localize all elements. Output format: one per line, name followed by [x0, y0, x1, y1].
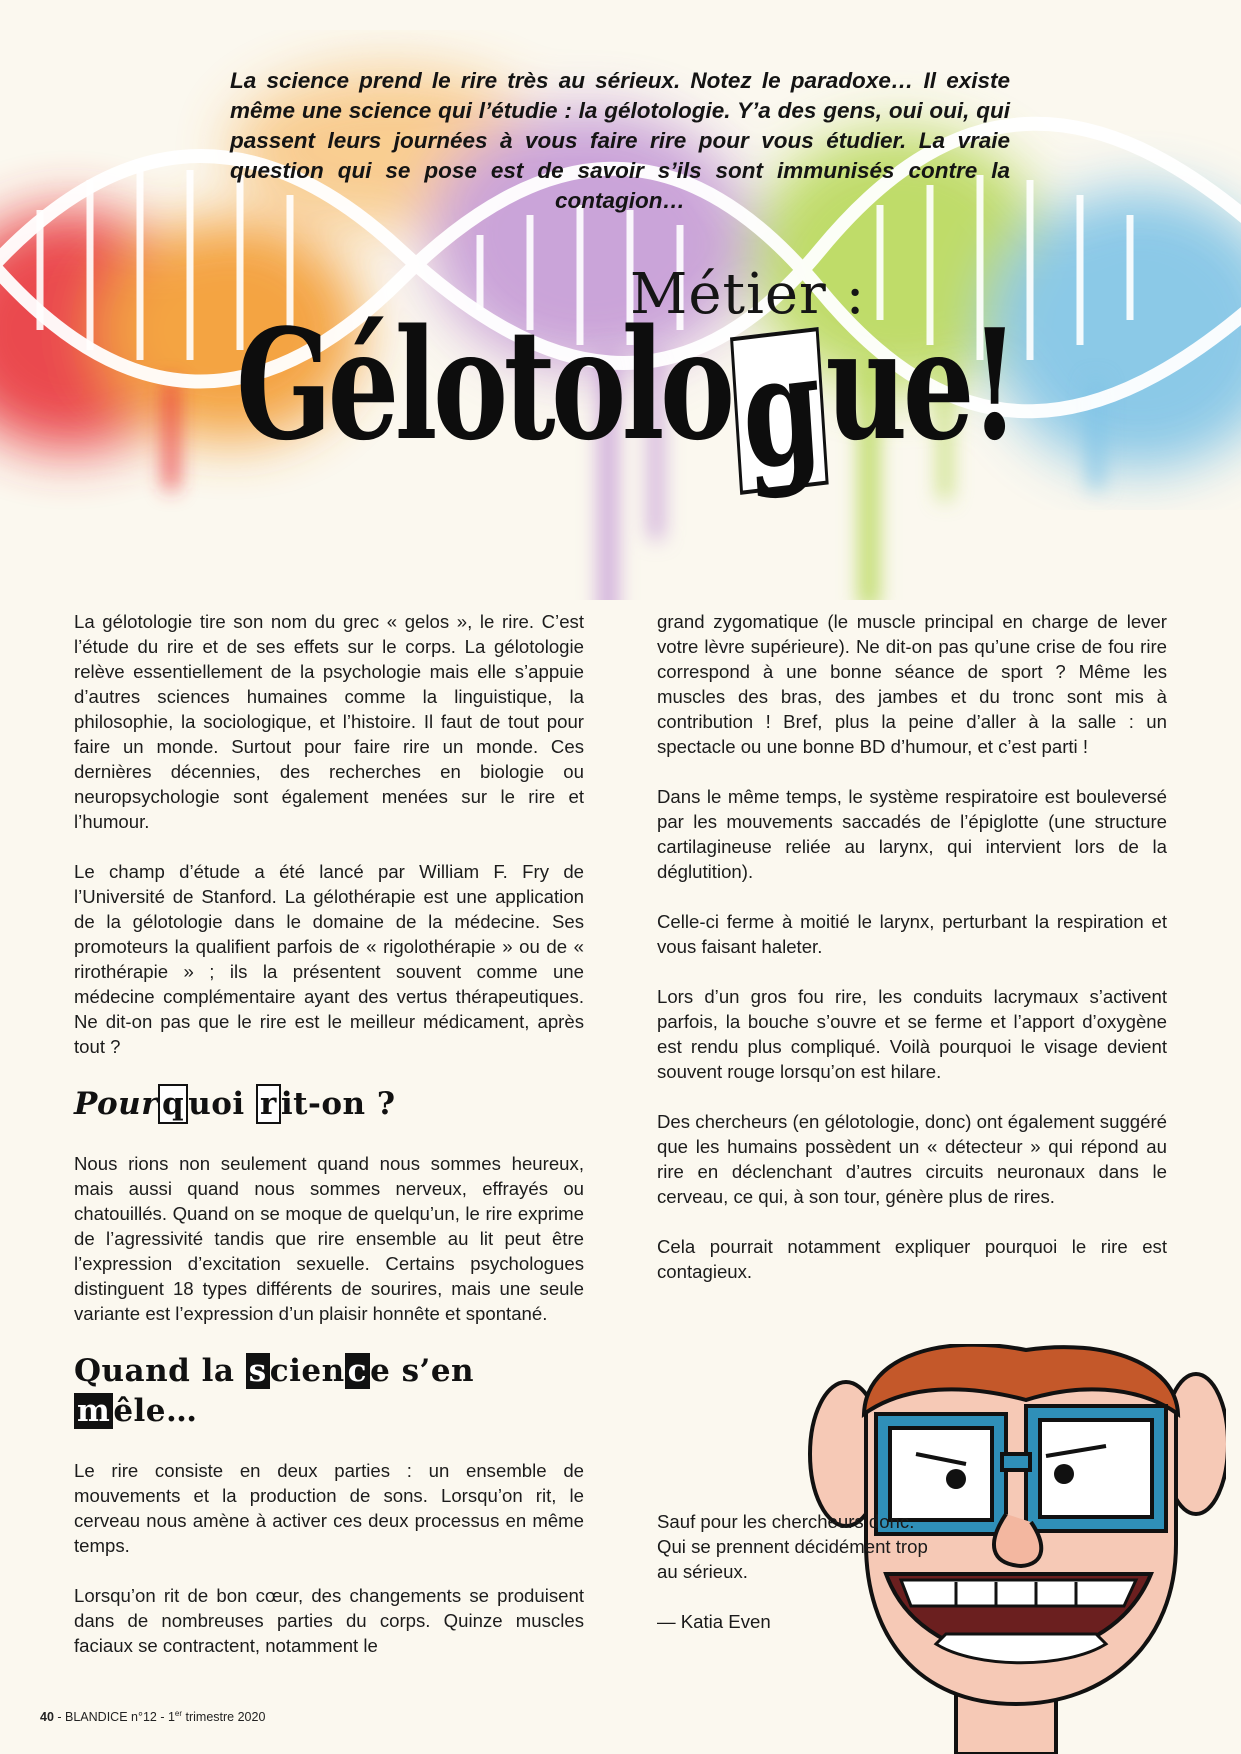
body-paragraph: Dans le même temps, le système respiratoire est bouleversé par les mouvements saccadés de l’épiglotte (une structure cartilagineuse reliée au larynx, qui intervient lors de la déglutition).	[657, 786, 1167, 882]
title-word-start: Gélotolo	[236, 295, 731, 474]
right-column	[657, 609, 1167, 1309]
ordinal-suffix: er	[174, 1709, 183, 1718]
body-paragraph: Le rire consiste en deux parties : un ensemble de mouvements et la production de sons. Lorsqu’on rit, le cerveau nous amène à activer ces deux processus en même temps.	[74, 1460, 584, 1556]
title-kicker: Métier :	[630, 262, 866, 327]
closing-note	[657, 1509, 937, 1659]
section-heading-science: Quand la science s’en mêle…	[74, 1353, 475, 1429]
section-heading-pourquoi: Pour q uoi r it-on ?	[74, 1086, 396, 1122]
body-paragraph: Cela pourrait notamment expliquer pourquoi le rire est contagieux.	[657, 1236, 1167, 1282]
body-paragraph: Le champ d’étude a été lancé par William F. Fry de l’Université de Stanford. La gélothérapie est une application de la gélotologie dans le domaine de la médecine. Ses promoteurs la qualifient parfois de « rigolothérapie » ou de « rirothérapie » ; ils la présentent souvent comme une médecine complémentaire ayant des vertus thérapeutiques. Ne dit-on pas que le rire est le meilleur médicament, après tout ?	[74, 861, 584, 1057]
body-paragraph: Lorsqu’on rit de bon cœur, des changements se produisent dans de nombreuses parties du corps. Quinze muscles faciaux se contractent, notamment le	[74, 1585, 584, 1656]
body-paragraph: Celle-ci ferme à moitié le larynx, perturbant la respiration et vous faisant haleter.	[657, 911, 1167, 957]
left-column	[74, 609, 584, 1683]
body-paragraph: Des chercheurs (en gélotologie, donc) ont également suggéré que les humains possèdent un « détecteur » qui répond au rire en déclenchant d’autres circuits neuronaux dans le cerveau, ce qui, à son tour, génère plus de rires.	[657, 1111, 1167, 1207]
title-word-end: ue!	[825, 295, 1015, 474]
body-paragraph: Nous rions non seulement quand nous sommes heureux, mais aussi quand nous sommes nerveux, effrayés ou chatouillés. Quand on se moque de quelqu’un, le rire exprime de l’agressivité tandis que rire ensemble au lit peut être l’expression d’excitation sexuelle. Certains psychologues distinguent 18 types différents de sourires, mais une seule variante est l’expression d’un plaisir honnête et spontané.	[74, 1153, 584, 1324]
body-paragraph: grand zygomatique (le muscle principal en charge de lever votre lèvre supérieure). Ne dit-on pas qu’une crise de fou rire correspond à une bonne séance de sport ? Même les muscles des bras, des jambes et du tronc sont mis à contribution ! Bref, plus la peine d’aller à la salle : un spectacle ou une bonne BD d’humour, et c’est parti !	[657, 611, 1167, 757]
page-footer	[40, 1709, 265, 1724]
page-number: 40	[40, 1710, 54, 1725]
issue-period: trimestre 2020	[182, 1710, 266, 1725]
body-paragraph: La gélotologie tire son nom du grec « gelos », le rire. C’est l’étude du rire et de ses effets sur le corps. La gélotologie relève essentiellement de la psychologie mais elle s’appuie d’autres sciences humaines comme la linguistique, la philosophie, la sociologique, et l’histoire. Il faut de tout pour faire un monde. Surtout pour faire rire un monde. Ces dernières décennies, des recherches en biologie ou neuropsychologie sont également menées sur le rire et l’humour.	[74, 611, 584, 832]
title-boxed-letter: g	[730, 327, 829, 495]
body-paragraph: Lors d’un gros fou rire, les conduits lacrymaux s’activent parfois, la bouche s’ouvre et se ferme et l’apport d’oxygène est rendu plus compliqué. Voilà pourquoi le visage devient souvent rouge lorsqu’on est hilare.	[657, 986, 1167, 1082]
author-signature: — Katia Even	[657, 1611, 771, 1632]
magazine-issue: - BLANDICE n°12 - 1	[53, 1710, 175, 1725]
closing-text: Sauf pour les chercheurs donc. Qui se prennent décidément trop au sérieux.	[657, 1511, 928, 1582]
intro-lead-paragraph: La science prend le rire très au sérieux. Notez le paradoxe… Il existe même une science qui l’étudie : la gélotologie. Y’a des gens, oui oui, qui passent leurs journées à vous faire rire pour vous étudier. La vraie question qui se pose est de savoir s’ils sont immunisés contre la contagion…	[230, 68, 1010, 213]
page-title	[236, 290, 1015, 504]
